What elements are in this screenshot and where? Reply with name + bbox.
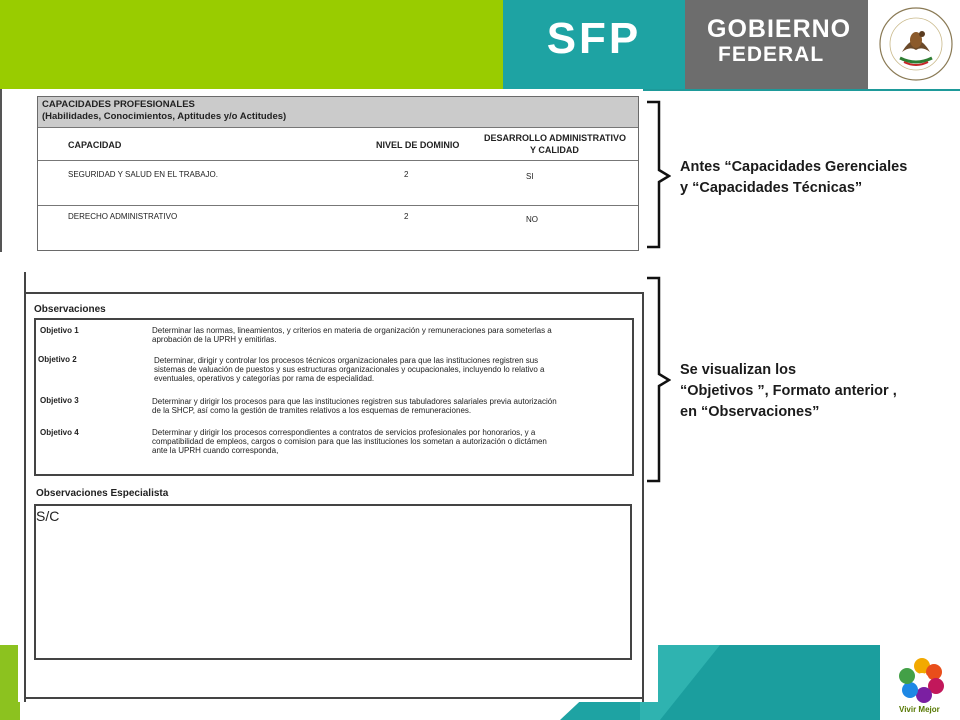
doc-left-edge: [0, 89, 2, 252]
row2-desarrollo: NO: [526, 215, 538, 224]
annotation-first-line2: y “Capacidades Técnicas”: [680, 180, 863, 196]
objetivo-4-line2: compatibilidad de empleos, cargos o comision para que las instituciones los sometan a autorización o dictámen: [152, 437, 547, 446]
objetivo-4-label: Objetivo 4: [40, 428, 79, 437]
doc2-left-edge: [24, 272, 26, 702]
annotation-first: [680, 157, 907, 199]
gobierno-logo-line2: FEDERAL: [718, 43, 825, 66]
bracket-bottom-icon: [645, 276, 671, 484]
capacidades-table: [37, 96, 639, 251]
objetivo-1-label: Objetivo 1: [40, 326, 79, 335]
capacidades-title: CAPACIDADES PROFESIONALES: [42, 99, 195, 110]
row2-capacidad: DERECHO ADMINISTRATIVO: [68, 212, 178, 221]
annotation-second-line2: “Objetivos ”, Formato anterior ,: [680, 383, 897, 399]
objetivo-2-label: Objetivo 2: [38, 355, 77, 364]
row1-desarrollo: SI: [526, 172, 534, 181]
especialista-title: Observaciones Especialista: [36, 488, 169, 499]
objetivo-3-line2: de la SHCP, así como la gestión de tramites relativos a los esquemas de remuneraciones.: [152, 406, 472, 415]
col-capacidad: CAPACIDAD: [68, 140, 122, 150]
doc2-bottom-rule: [24, 697, 644, 699]
annotation-second-line1: Se visualizan los: [680, 362, 797, 378]
row1-capacidad: SEGURIDAD Y SALUD EN EL TRABAJO.: [68, 170, 218, 179]
col-desarrollo-line2: Y CALIDAD: [530, 145, 579, 155]
gobierno-logo-line1: GOBIERNO: [707, 15, 852, 43]
row1-nivel: 2: [404, 170, 409, 179]
doc2-top-rule: [24, 292, 644, 294]
vivir-mejor-logo-icon: [896, 654, 948, 706]
observaciones-document: [18, 272, 658, 702]
objetivo-4-line1: Determinar y dirigir los procesos correspondientes a contratos de servicios profesionales por honorarios, y a: [152, 428, 536, 437]
annotation-second-line3: en “Observaciones”: [680, 404, 820, 420]
objetivos-box: [34, 318, 634, 476]
annotation-first-line1: Antes “Capacidades Gerenciales: [680, 159, 908, 175]
capacidades-document: [0, 89, 643, 252]
row2-nivel: 2: [404, 212, 409, 221]
row-separator: [38, 205, 638, 206]
objetivo-1-line2: aprobación de la UPRH y emitirlas.: [152, 335, 277, 344]
vivir-mejor-label: Vivir Mejor: [899, 705, 940, 714]
especialista-value: S/C: [36, 508, 60, 524]
objetivo-3-label: Objetivo 3: [40, 396, 79, 405]
mexico-seal-icon: [878, 6, 954, 82]
objetivo-2-line3: eventuales, operativos y categorías por rama de especialidad.: [154, 374, 375, 383]
col-desarrollo-line1: DESARROLLO ADMINISTRATIVO: [484, 133, 626, 143]
observaciones-title: Observaciones: [34, 304, 106, 315]
objetivo-1-line1: Determinar las normas, lineamientos, y criterios en materia de organización y remuneraciones para someterlas a: [152, 326, 552, 335]
annotation-second: [680, 360, 897, 423]
especialista-box: [34, 504, 632, 660]
header-green-band: [0, 0, 503, 89]
header-separator: [38, 160, 638, 161]
capacidades-subtitle: (Habilidades, Conocimientos, Aptitudes y/o Actitudes): [42, 111, 287, 122]
sfp-logo: SFP: [546, 14, 642, 63]
doc2-right-edge: [642, 292, 644, 702]
objetivo-4-line3: ante la UPRH cuando corresponda,: [152, 446, 279, 455]
objetivo-3-line1: Determinar y dirigir los procesos para que las instituciones registren sus tabuladores salariales previa autorización: [152, 397, 557, 406]
objetivo-2-line1: Determinar, dirigir y controlar los procesos técnicos organizacionales para que las instituciones registren sus: [154, 356, 539, 365]
objetivo-2-line2: sistemas de valuación de puestos y sus estructuras organizacionales y ocupacionales, incluyendo lo relativo a: [154, 365, 545, 374]
col-nivel-dominio: NIVEL DE DOMINIO: [376, 140, 460, 150]
bracket-top-icon: [645, 100, 671, 250]
